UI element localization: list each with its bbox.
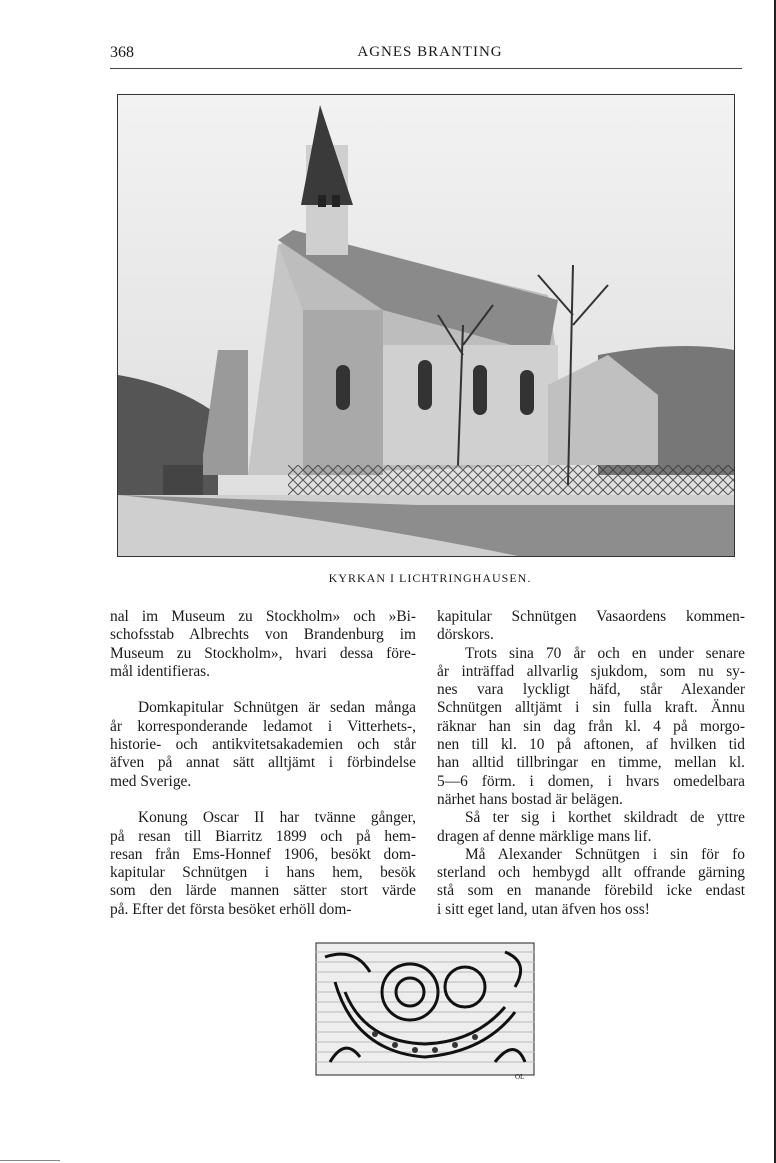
left-column [110,608,416,919]
text-line: dragen af denne märklige mans lif. [437,827,652,845]
paragraph [110,699,416,790]
text-line: nal im Museum zu Stockholm» och »Bi- [110,608,416,625]
header-rule [110,68,742,69]
text-line: dörskors. [437,626,494,644]
paragraph [437,846,745,919]
text-line: Trots sina 70 år och en under senare [465,644,745,662]
text-line: Domkapitular Schnütgen är sedan många [138,699,416,717]
text-line: nes vara lyckligt häfd, står Alexander [437,681,745,699]
text-line: Så ter sig i korthet skildradt de yttre [465,809,745,827]
paragraph [437,608,745,645]
text-line: resan från Ems-Honnef 1906, besökt dom- [110,845,416,863]
text-line: sterland och hembygd allt offrande gärning [437,864,745,882]
text-line: kapitular Schnütgen Vasaordens kommen- [437,608,745,625]
text-line: i sitt eget land, utan äfven hos oss! [437,900,650,918]
paragraph [110,809,416,919]
text-line: historie- och antikvitetsakademien och står [110,736,416,754]
text-line: Museum zu Stockholm», hvari dessa före- [110,644,416,662]
text-line: Schnütgen alltjämt i sin fulla kraft. Ännu [437,699,745,717]
text-line: på. Efter det första besöket erhöll dom- [110,900,352,918]
text-line: kapitular Schnütgen i hans hem, besök [110,864,416,882]
text-line: Konung Oscar II har tvänne gånger, [138,809,416,827]
paragraph-gap [110,791,416,809]
decorative-ornament [315,942,535,1076]
scan-edge-bottom [0,1160,60,1161]
running-title: AGNES BRANTING [357,44,503,60]
text-line: närhet hans bostad är belägen. [437,790,623,808]
text-line: stå som en manande förebild icke endast [437,882,745,900]
text-line: år korresponderande ledamot i Vitterhets-, [110,717,416,735]
figure-caption: KYRKAN I LICHTRINGHAUSEN. [328,571,532,585]
paragraph-gap [110,681,416,699]
text-line: på resan till Biarritz 1899 och på hem- [110,827,416,845]
church-photograph [117,94,735,557]
text-line: som den lärde mannen sätter stort värde [110,882,416,900]
paragraph [437,809,745,846]
page-number: 368 [110,44,134,61]
text-line: schofsstab Albrechts von Brandenburg im [110,626,416,644]
text-line: 5—6 förm. i domen, i hvars omedelbara [437,772,745,790]
right-column [437,608,745,919]
text-line: nen till kl. 10 på aftonen, af hvilken tid [437,736,745,754]
text-line: Må Alexander Schnütgen i sin för fo [465,845,745,863]
paragraph [437,645,745,810]
text-line: med Sverige. [110,772,192,790]
text-line: mål identifieras. [110,662,211,680]
text-line: han alltid tillbringar en timme, mellan kl. [437,754,745,772]
artist-signature: OL [515,1073,525,1081]
text-line: år inträffad allvarlig sjukdom, som nu sy- [437,662,745,680]
paragraph [110,608,416,681]
text-line: räknar han sin dag från kl. 4 på morgo- [437,717,745,735]
text-line: äfven på annat sätt alltjämt i förbindelse [110,754,416,772]
